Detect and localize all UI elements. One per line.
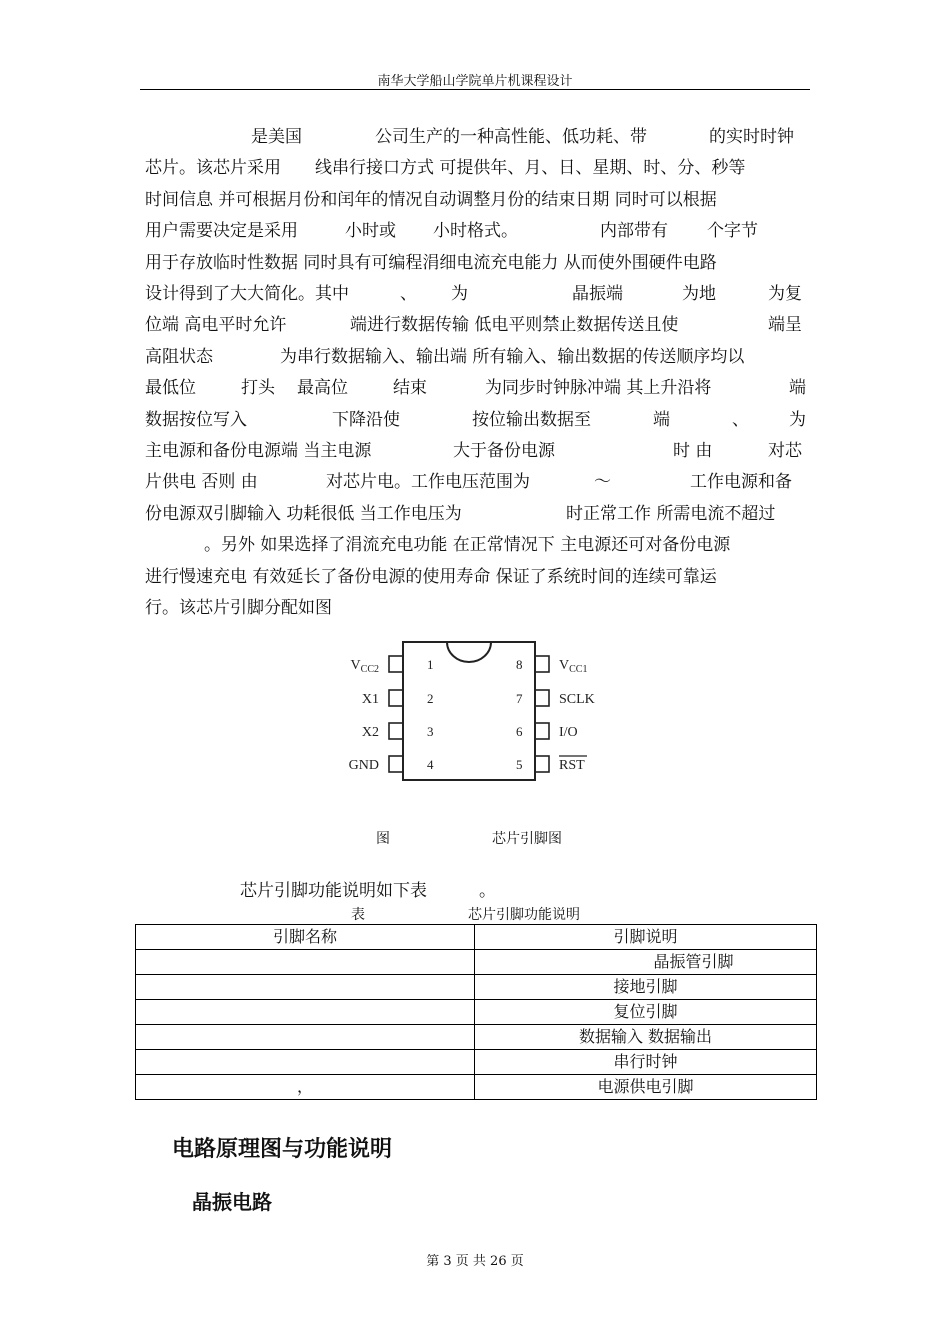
- paragraph-text-segment: 端: [789, 378, 806, 399]
- paragraph-text-segment: 用于存放临时性数据 同时具有可编程涓细电流充电能力 从而使外围硬件电路: [145, 252, 717, 273]
- pin-number: 1: [427, 657, 434, 672]
- paragraph-text-segment: 芯片。该芯片采用: [145, 158, 281, 179]
- pin-name-cell: 引脚名称: [136, 925, 475, 950]
- paragraph-text-segment: 份电源双引脚输入 功耗很低 当工作电压为: [145, 503, 462, 524]
- pin-label-main: X1: [361, 692, 379, 707]
- table-row: [136, 1050, 817, 1075]
- paragraph-line: [145, 122, 807, 152]
- pin-label: [559, 725, 578, 740]
- pin-pad: [389, 656, 403, 672]
- table-lead-text: [240, 876, 496, 901]
- paragraph-text-segment: 小时格式。: [433, 221, 518, 242]
- paragraph-text-segment: 为: [789, 409, 806, 430]
- pin-name-cell: [136, 1050, 475, 1075]
- paragraph-text-segment: 进行慢速充电 有效延长了备份电源的使用寿命 保证了系统时间的连续可靠运: [145, 566, 717, 587]
- pin-number: 2: [427, 691, 434, 706]
- pin-pad: [389, 756, 403, 772]
- table-header-row: [136, 925, 817, 950]
- pin-name-cell: [136, 1025, 475, 1050]
- table-lead-end: 。: [479, 881, 496, 901]
- paragraph-text-segment: 位端 高电平时允许: [145, 315, 287, 336]
- paragraph-text-segment: 打头: [241, 378, 275, 399]
- paragraph-text-segment: 、: [400, 284, 417, 304]
- pin-number: 3: [427, 724, 434, 739]
- paragraph-line: [145, 467, 807, 497]
- pin-label: [362, 725, 379, 740]
- pin-label: [559, 658, 587, 675]
- pin-label-main: V: [350, 658, 361, 673]
- paragraph-text-segment: 最高位: [297, 378, 348, 399]
- chip-notch: [447, 642, 491, 662]
- paragraph-text-segment: 为串行数据输入、输出端 所有输入、输出数据的传送顺序均以: [280, 346, 745, 367]
- pin-label: [351, 658, 379, 675]
- paragraph-text-segment: 最低位: [145, 378, 196, 399]
- pin-label-main: V: [559, 658, 570, 673]
- pin-desc-cell: 复位引脚: [475, 1000, 817, 1025]
- table-caption-prefix: 表: [351, 907, 365, 923]
- paragraph-text-segment: 结束: [393, 378, 427, 399]
- paragraph-text-segment: 。另外 如果选择了涓流充电功能 在正常情况下 主电源还可对备份电源: [204, 535, 731, 556]
- paragraph-line: [145, 153, 807, 183]
- paragraph-text-segment: 对芯: [768, 441, 802, 461]
- pin-pad: [389, 723, 403, 739]
- subsection-heading: 晶振电路: [192, 1190, 272, 1214]
- pin-label-sub: CC2: [360, 664, 379, 675]
- figure-caption-prefix: 图: [376, 831, 390, 847]
- table-row: [136, 1025, 817, 1050]
- pin-label: [362, 692, 379, 707]
- table-lead-body: 芯片引脚功能说明如下表: [240, 881, 427, 901]
- pin-name-cell: [136, 1000, 475, 1025]
- paragraph-text-segment: 时 由: [673, 441, 713, 461]
- table-row: [136, 1000, 817, 1025]
- paragraph-line: [145, 279, 807, 309]
- paragraph-text-segment: 高阻状态: [145, 346, 213, 367]
- table-row: [136, 950, 817, 975]
- left-pins: [349, 656, 434, 773]
- table-caption-text: 芯片引脚功能说明: [468, 907, 580, 923]
- paragraph-text-segment: 按位输出数据至: [472, 409, 591, 430]
- pin-number: 7: [516, 691, 523, 706]
- paragraph-line: [145, 405, 807, 435]
- paragraph-line: [145, 436, 807, 466]
- pin-pad: [535, 690, 549, 706]
- pin-desc-cell: 引脚说明: [475, 925, 817, 950]
- paragraph-text-segment: 时正常工作 所需电流不超过: [566, 503, 776, 524]
- pin-label-main: X2: [361, 725, 379, 740]
- pin-function-table: [135, 924, 817, 1100]
- pin-desc-cell: 电源供电引脚: [475, 1075, 817, 1100]
- paragraph-text-segment: 为: [451, 284, 468, 304]
- paragraph-text-segment: 端进行数据传输 低电平则禁止数据传送且使: [350, 315, 679, 336]
- pin-desc-cell: 接地引脚: [475, 975, 817, 1000]
- pin-pad: [535, 656, 549, 672]
- paragraph-line: [145, 310, 807, 340]
- paragraph-text-segment: 线串行接口方式 可提供年、月、日、星期、时、分、秒等: [315, 158, 746, 179]
- pin-label-main: GND: [348, 758, 379, 773]
- paragraph-text-segment: 、: [732, 409, 749, 430]
- pin-label: [349, 758, 379, 773]
- paragraph-text-segment: 下降沿使: [332, 409, 400, 430]
- pin-desc-cell: 串行时钟: [475, 1050, 817, 1075]
- pin-number: 4: [427, 757, 434, 772]
- paragraph-text-segment: 数据按位写入: [145, 409, 247, 430]
- paragraph-text-segment: 端呈: [768, 315, 802, 336]
- paragraph-text-segment: 晶振端: [572, 284, 623, 304]
- paragraph-text-segment: 的实时时钟: [709, 127, 794, 147]
- paragraph-text-segment: 为地: [682, 284, 716, 304]
- paragraph-line: [145, 562, 807, 592]
- paragraph-text-segment: 用户需要决定是采用: [145, 221, 298, 242]
- paragraph-text-segment: 行。该芯片引脚分配如图: [145, 598, 332, 618]
- paragraph-text-segment: 主电源和备份电源端 当主电源: [145, 441, 372, 461]
- figure-caption-text: 芯片引脚图: [492, 831, 562, 847]
- paragraph-line: [145, 342, 807, 372]
- paragraph-text-segment: 个字节: [707, 221, 758, 242]
- pin-desc-cell: 晶振管引脚: [475, 950, 817, 975]
- paragraph-text-segment: 为同步时钟脉冲端 其上升沿将: [485, 378, 712, 399]
- pin-label-main: SCLK: [559, 692, 595, 707]
- pin-pad: [535, 723, 549, 739]
- paragraph-line: [145, 499, 807, 529]
- pin-pad: [389, 690, 403, 706]
- pin-pad: [535, 756, 549, 772]
- paragraph-text-segment: 对芯片电。工作电压范围为: [326, 472, 530, 493]
- header-rule: [140, 89, 810, 90]
- section-heading: 电路原理图与功能说明: [172, 1137, 393, 1162]
- paragraph-line: [145, 185, 807, 215]
- paragraph-text-segment: 设计得到了大大简化。其中: [145, 284, 349, 304]
- chip-pinout-diagram: [335, 630, 625, 790]
- paragraph-line: [145, 530, 807, 560]
- pin-name-cell: ，: [136, 1075, 475, 1100]
- paragraph-text-segment: ～: [594, 472, 611, 493]
- pin-desc-cell: 数据输入 数据输出: [475, 1025, 817, 1050]
- right-pins: [516, 656, 595, 773]
- paragraph-text-segment: 时间信息 并可根据月份和闰年的情况自动调整月份的结束日期 同时可以根据: [145, 189, 717, 210]
- page-header: 南华大学船山学院单片机课程设计: [377, 74, 573, 89]
- paragraph-text-segment: 工作电源和备: [690, 472, 792, 493]
- paragraph-line: [145, 248, 807, 278]
- pin-label-main: I/O: [559, 725, 578, 740]
- paragraph-text-segment: 小时或: [345, 221, 396, 242]
- paragraph-text-segment: 内部带有: [600, 221, 668, 242]
- pin-label: [559, 758, 585, 773]
- table-row: [136, 1075, 817, 1100]
- paragraph-text-segment: 片供电 否则 由: [145, 472, 258, 493]
- pin-number: 6: [516, 724, 523, 739]
- table-row: [136, 975, 817, 1000]
- page-footer: 第 3 页 共 26 页: [426, 1254, 524, 1269]
- pin-number: 8: [516, 657, 523, 672]
- paragraph-text-segment: 端: [653, 409, 670, 430]
- paragraph-line: [145, 216, 807, 246]
- pin-label: [559, 692, 595, 707]
- paragraph-text-segment: 是美国: [251, 127, 302, 147]
- paragraph-text-segment: 公司生产的一种高性能、低功耗、带: [375, 127, 647, 147]
- paragraph-text-segment: 大于备份电源: [453, 441, 555, 461]
- pin-name-cell: [136, 950, 475, 975]
- pin-label-sub: CC1: [569, 664, 588, 675]
- pin-number: 5: [516, 757, 523, 772]
- paragraph-line: [145, 593, 807, 623]
- pin-label-main: RST: [559, 758, 585, 773]
- paragraph-line: [145, 373, 807, 403]
- pin-name-cell: [136, 975, 475, 1000]
- paragraph-text-segment: 为复: [768, 284, 802, 304]
